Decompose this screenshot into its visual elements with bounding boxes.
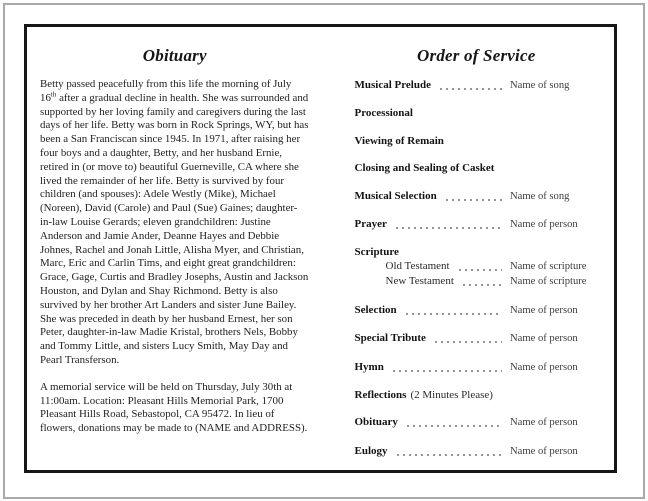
service-item-value: Name of song	[510, 190, 570, 202]
service-item-label: Scripture	[354, 246, 399, 259]
service-item-value: Name of scripture	[510, 276, 587, 288]
service-item-label: Closing and Sealing of Casket	[354, 162, 495, 175]
order-of-service-page	[321, 27, 615, 470]
funeral-program-sheet	[24, 24, 617, 473]
service-item-label: Reflections	[354, 388, 407, 401]
scripture-sub-rows	[355, 259, 599, 289]
service-item-label: Selection	[354, 303, 397, 316]
service-item-note: (2 Minutes Please)	[410, 388, 493, 401]
service-row-musical-selection	[355, 189, 599, 204]
order-of-service-list	[355, 78, 599, 459]
service-item-label: Hymn	[354, 360, 384, 373]
service-item-value: Name of person	[510, 218, 578, 230]
obituary-page	[27, 27, 321, 470]
service-subitem-label: New Testament	[385, 275, 454, 288]
service-row-selection	[355, 303, 599, 318]
obituary-paragraph-2: A memorial service will be held on Thursday, July 30th at 11:00am. Location: Pleasant Hills Memorial Park, 1700 Pleasant Hills Road, Sebastopol, CA 95472. In lieu of flowers, donations may be made to (NAME and ADDRESS).	[40, 380, 308, 435]
service-item-label: Musical Selection	[354, 189, 437, 202]
order-of-service-title: Order of Service	[417, 46, 536, 65]
obituary-title: Obituary	[142, 46, 207, 65]
obituary-paragraph-1-rest: after a gradual decline in health. She was surrounded and supported by her loving family and caregivers during the last days of her life. Betty was born in Rock Springs, WY, but has been a San Franciscan since 1945. In 1971, after raising her four boys and a daughter, Betty, and her husband Ernie, retired in (or move to) beautiful Guerneville, CA where she lived the remainder of her life. Betty is survived by four children (and spouses): Adele Westly (Mike), Michael (Noreen), David (Carole) and Paul (Sue) Gaines; daughter-in-law Louise Gerards; eleven grandchildren: Justine Anderson and Jamie Ander, Deanne Hayes and Debbie Johnes, Rachel and Jonah Little, Alisha Myer, and Christian, Marc, Eric and Carlin Tims, and eight great grandchildren: Grace, Gage, Curtis and Bradley Josephs, Austin and Jackson Houston, and Dylan and Shay Richmond. Betty is also survived by her brother Art Landers and sister June Bailey. She was preceded in death by her husband Ernest, her son Peter, daughter-in-law Madie Kristal, brothers Nels, Bobby and Tommy Little, and sisters Lucy Smith, May Day and Pearl Transferson.	[40, 91, 309, 366]
dotted-leader	[433, 340, 502, 344]
dotted-leader	[394, 226, 502, 230]
service-row-viewing-of-remain	[355, 134, 599, 148]
service-item-value: Name of person	[510, 445, 578, 457]
service-row-new-testament	[355, 274, 599, 289]
service-row-reflections	[355, 388, 599, 402]
dotted-leader	[404, 312, 502, 316]
service-item-value: Name of scripture	[510, 261, 587, 273]
service-item-label: Viewing of Remain	[354, 134, 444, 147]
service-row-processional	[355, 106, 599, 120]
ordinal-superscript: th	[50, 90, 57, 99]
dotted-leader	[444, 198, 502, 202]
service-row-special-tribute	[355, 331, 599, 346]
service-item-value: Name of song	[510, 80, 570, 91]
service-row-old-testament	[355, 259, 599, 274]
service-row-closing-and-sealing	[355, 161, 599, 175]
dotted-leader	[395, 453, 502, 457]
service-row-musical-prelude	[355, 78, 599, 93]
service-row-eulogy	[355, 444, 599, 459]
service-item-label: Eulogy	[354, 444, 388, 457]
dotted-leader	[405, 424, 502, 428]
service-row-hymn	[355, 360, 599, 375]
service-item-label: Special Tribute	[354, 332, 426, 345]
obituary-body	[40, 78, 310, 436]
service-subitem-label: Old Testament	[385, 260, 450, 273]
service-item-value: Name of person	[510, 304, 578, 316]
service-item-label: Musical Prelude	[354, 79, 431, 91]
dotted-leader	[461, 283, 502, 287]
service-item-value: Name of person	[510, 361, 578, 373]
obituary-paragraph-1	[40, 78, 310, 368]
service-item-label: Processional	[354, 107, 413, 120]
dotted-leader	[391, 369, 502, 373]
service-row-scripture	[355, 245, 599, 259]
service-item-value: Name of person	[510, 417, 578, 429]
service-row-obituary	[355, 415, 599, 430]
service-item-label: Prayer	[354, 217, 387, 230]
service-item-label: Obituary	[354, 416, 398, 429]
dotted-leader	[438, 87, 502, 91]
service-row-prayer	[355, 217, 599, 232]
service-item-value: Name of person	[510, 333, 578, 345]
obituary-paragraph-1-text: Betty passed peacefully from this life the morning of July 16	[40, 78, 292, 104]
dotted-leader	[457, 268, 502, 272]
